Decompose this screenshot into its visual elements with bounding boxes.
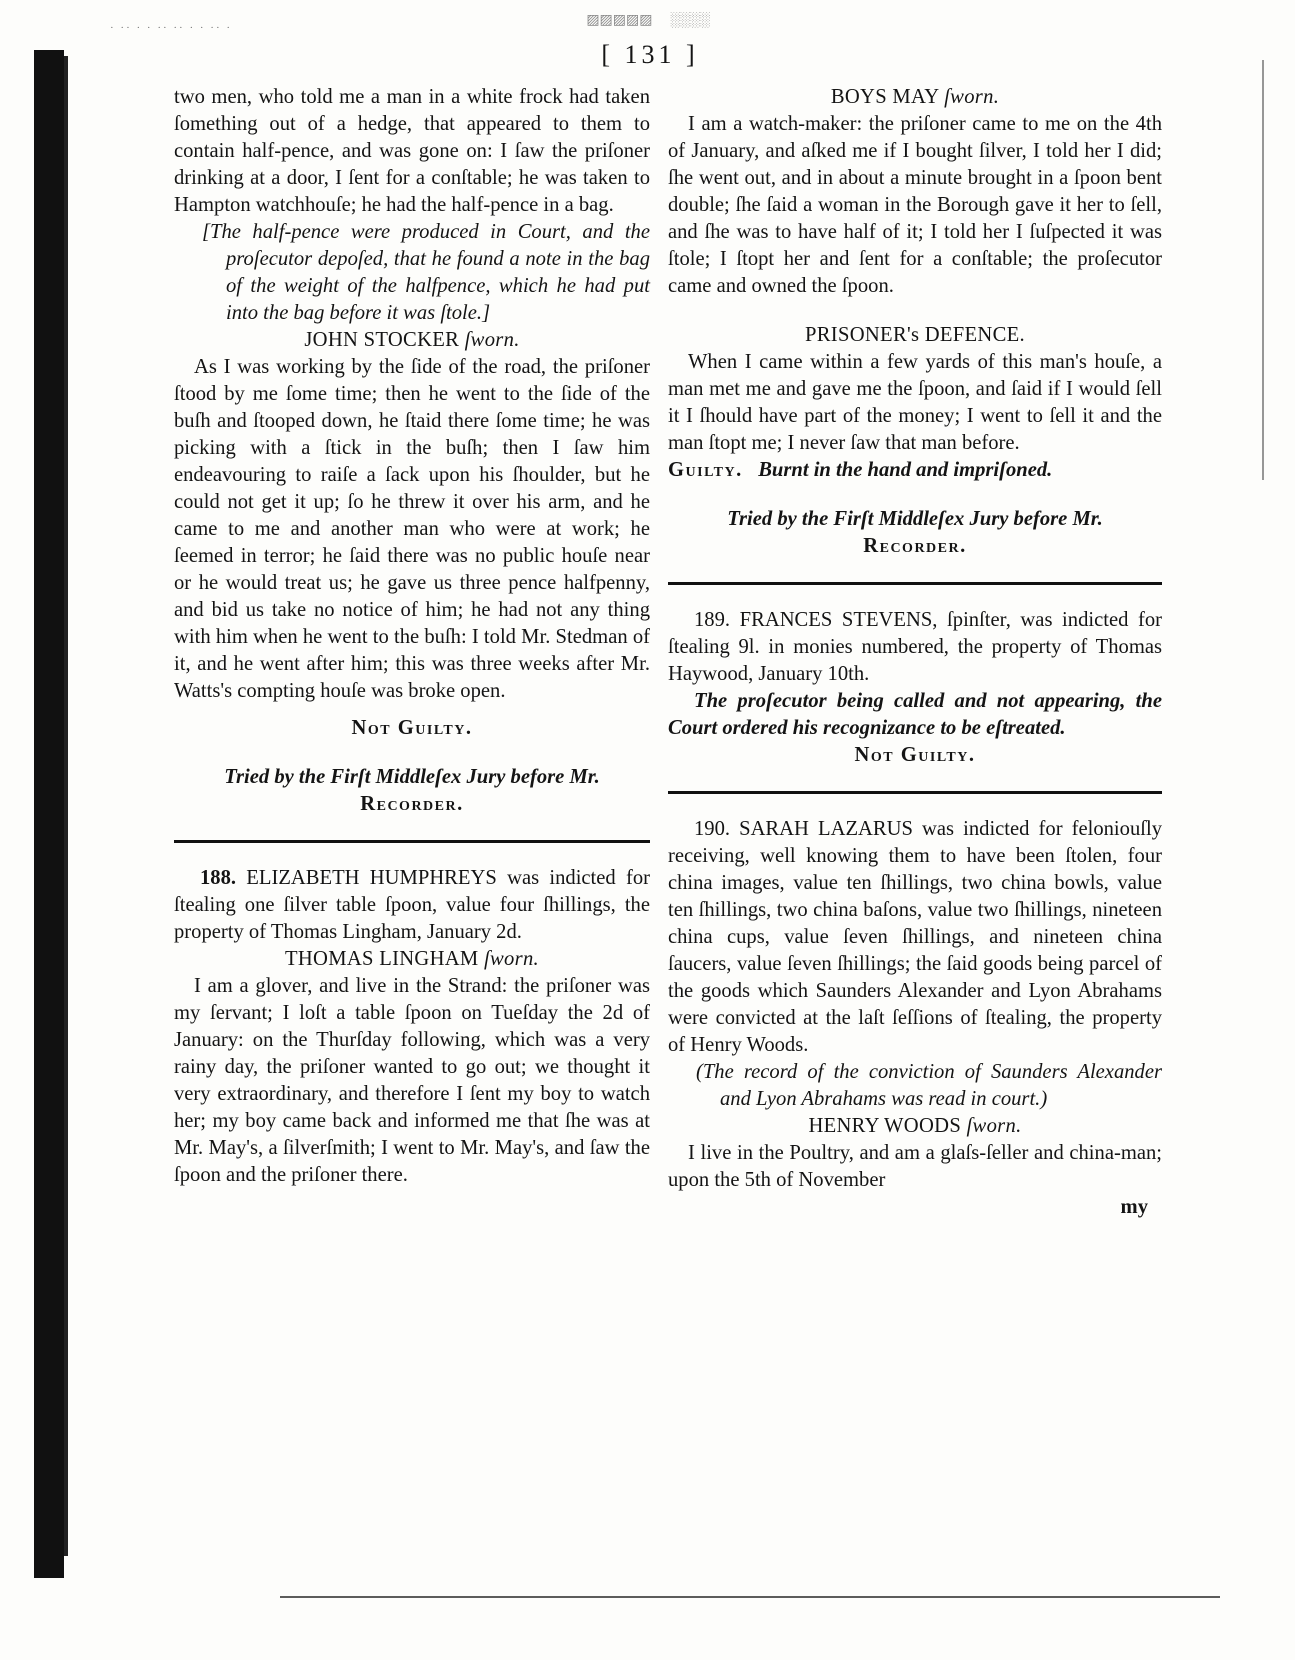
verdict: Not Guilty.: [351, 717, 473, 739]
scan-specks: · ·· · · ·· ·· · · ·· ·: [110, 22, 233, 34]
page-edge-mark: [1262, 60, 1264, 480]
court-note: The proſecutor being called and not appearing, the Court ordered his recognizance to be eſtreated.: [668, 690, 1162, 739]
sworn-label: ſworn.: [464, 329, 520, 351]
sworn-label: ſworn.: [966, 1115, 1022, 1137]
court-note: (The record of the conviction of Saunders Alexander and Lyon Abrahams was read in court.): [696, 1061, 1162, 1110]
page-number: [ 131 ]: [601, 40, 699, 69]
right-column: [668, 84, 1162, 1221]
header-ornament: ▨▨▨▨▨ ░░░░: [586, 13, 710, 28]
witness-name: JOHN STOCKER: [304, 329, 465, 351]
verdict: Not Guilty.: [854, 744, 976, 766]
witness-name: THOMAS LINGHAM: [284, 948, 484, 970]
bottom-rule: [280, 1596, 1220, 1598]
case-190: 190. SARAH LAZARUS was indicted for feloniouſly receiving, well knowing them to have been ſtolen, four china images, value ten ſhillings, two china bowls, value ten ſhillings, two china baſons, value two ſhillings, nineteen china cups, value ſeven ſhillings, and nineteen china ſaucers, value ſeven ſhillings; the ſaid goods being parcel of the goods which Saunders Alexander and Lyon Abrahams were convicted at the laſt ſeſſions of ſtealing, the property of Henry Woods.: [668, 818, 1162, 1056]
witness-heading: [668, 1113, 1162, 1140]
witness-heading: [668, 84, 1162, 111]
sentence: Burnt in the hand and impriſoned.: [758, 459, 1053, 481]
court-note: [The half-pence were produced in Court, and the proſecutor depoſed, that he found a note in the bag of the weight of the halfpence, which he had put into the bag before it was ſtole.]: [202, 221, 650, 324]
witness-heading: [174, 327, 650, 354]
defence-paragraph: When I came within a few yards of this man's houſe, a man met me and gave me the ſpoon, and ſaid if I would ſell it I ſhould have part of the money; I went to ſell it and the man ſtopt me; I never ſaw that man before.: [668, 351, 1162, 454]
case-text: ELIZABETH HUMPHREYS was indicted for ſtealing one ſilver table ſpoon, value four ſhillings, the property of Thomas Lingham, January 2d.: [174, 867, 650, 943]
jury-line: Tried by the Firſt Middleſex Jury before Mr.: [224, 766, 600, 788]
case-189: 189. FRANCES STEVENS, ſpinſter, was indicted for ſtealing 9l. in monies numbered, the property of Thomas Haywood, January 10th.: [668, 609, 1162, 685]
verdict: Guilty.: [668, 459, 743, 481]
testimony-paragraph: two men, who told me a man in a white frock had taken ſomething out of a hedge, that appeared to them to contain half-pence, and was gone on: I ſaw the priſoner drinking at a door, I ſent for a conſtable; he was taken to Hampton watchhouſe; he had the half-pence in a bag.: [174, 86, 650, 216]
sworn-label: ſworn.: [944, 86, 1000, 108]
testimony-paragraph: I am a watch-maker: the priſoner came to me on the 4th of January, and aſked me if I bought ſilver, I told her I did; ſhe went out, and in about a minute brought in a ſpoon bent double; ſhe ſaid a woman in the Borough gave it her to ſell, and ſhe was to have half of it; I told her I ſuſpected it was ſtole; I ſtopt her and ſent for a conſtable; the proſecutor came and owned the ſpoon.: [668, 113, 1162, 297]
testimony-paragraph: As I was working by the ſide of the road, the priſoner ſtood by me ſome time; then he went to the ſide of the buſh and ſtooped down, he ſtaid there ſome time; he was picking with a ſtick in the buſh; then I ſaw him endeavouring to raiſe a ſack upon his ſhoulder, but he could not get it up; ſo he threw it over his arm, and he came to me and another man who were at work; he ſeemed in terror; he ſaid there was no public houſe near or he would treat us; he gave us three pence halfpenny, and bid us take no notice of him; he had not any thing with him when he went to the buſh: I told Mr. Stedman of it, and he went after him; this was three weeks after Mr. Watts's compting houſe was broke open.: [174, 356, 650, 702]
testimony-paragraph: I live in the Poultry, and am a glaſs-ſeller and china-man; upon the 5th of November: [668, 1142, 1162, 1191]
recorder-line: Recorder.: [863, 535, 967, 557]
case-188: [174, 865, 650, 946]
binding-edge: [64, 56, 68, 1556]
sworn-label: ſworn.: [483, 948, 539, 970]
testimony-paragraph: I am a glover, and live in the Strand: the priſoner was my ſervant; I loſt a table ſpoon on Tueſday the 2d of January: on the Thurſday following, which was a very rainy day, the priſoner wanted to go out; we thought it very extraordinary, and therefore I ſent my boy to watch her; my boy came back and informed me that ſhe was at Mr. May's, a ſilverſmith; I went to Mr. May's, and ſaw the ſpoon and the priſoner there.: [174, 975, 650, 1186]
catchword: my: [1120, 1196, 1148, 1218]
left-column: [174, 84, 650, 1189]
witness-name: HENRY WOODS: [808, 1115, 967, 1137]
witness-name: BOYS MAY: [830, 86, 945, 108]
jury-line: Tried by the Firſt Middleſex Jury before Mr.: [727, 508, 1103, 530]
binding-shadow: [34, 50, 64, 1578]
witness-heading: [174, 946, 650, 973]
case-number: 188.: [200, 867, 237, 889]
recorder-line: Recorder.: [360, 793, 464, 815]
sentence-line: [668, 457, 1162, 484]
defence-heading: PRISONER's DEFENCE.: [805, 324, 1025, 346]
